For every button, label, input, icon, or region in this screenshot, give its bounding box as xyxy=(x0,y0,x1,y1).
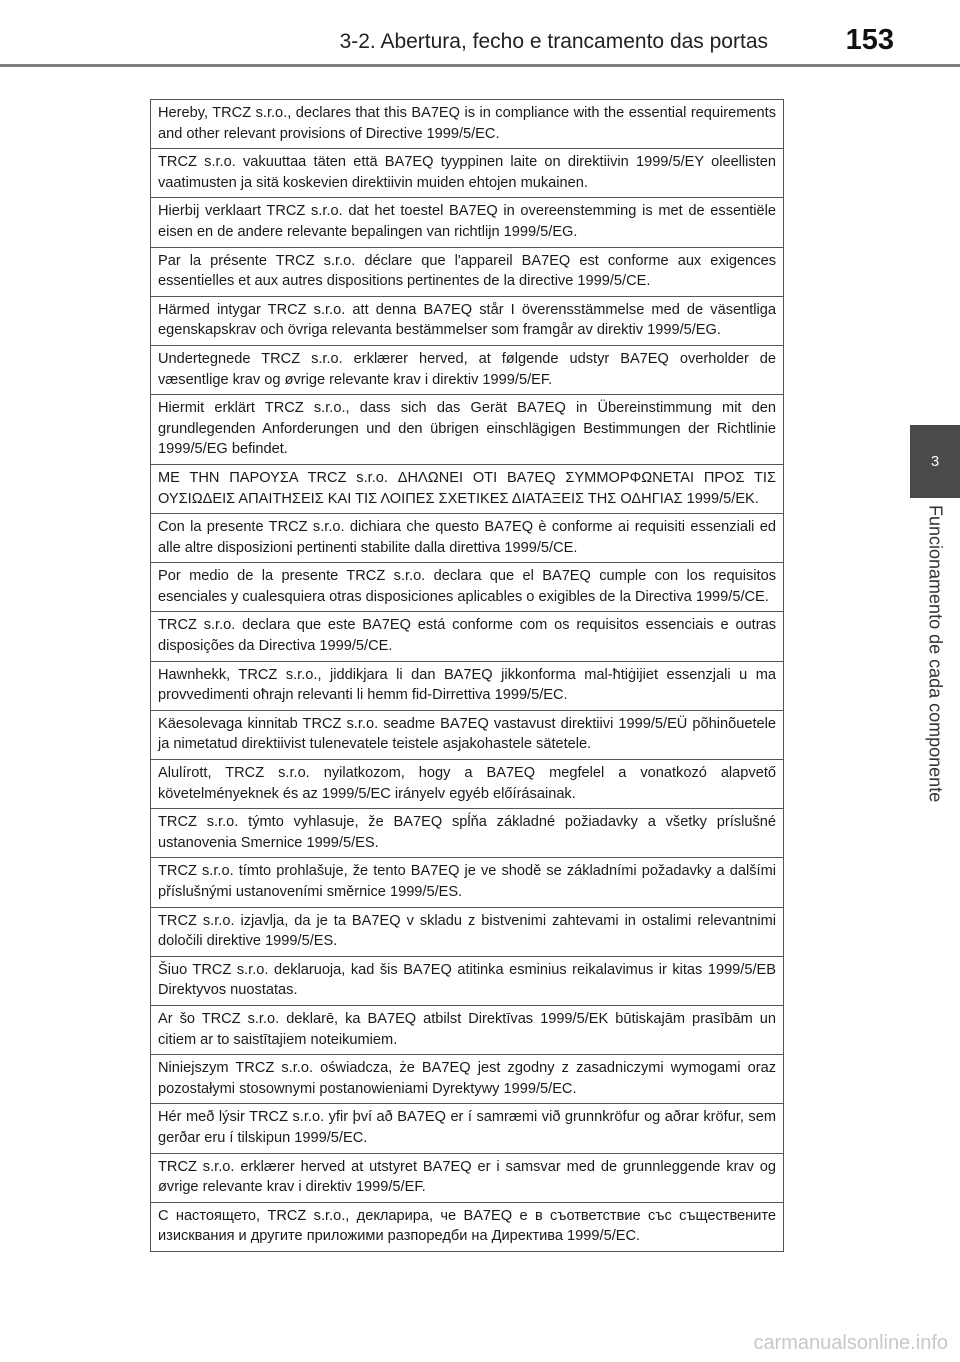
declaration-icelandic: Hér með lýsir TRCZ s.r.o. yfir því að BA7EQ er í samræmi við grunnkröfur og aðrar kröfur, sem gerðar eru í tilskipun 1999/5/EC. xyxy=(151,1104,784,1153)
table-row xyxy=(151,198,784,247)
declaration-italian: Con la presente TRCZ s.r.o. dichiara che questo BA7EQ è conforme ai requisiti essenziali ed alle altre disposizioni pertinenti stabilite dalla direttiva 1999/5/CE. xyxy=(151,514,784,563)
declaration-slovak: TRCZ s.r.o. týmto vyhlasuje, že BA7EQ spĺňa základné požiadavky a všetky príslušné ustanovenia Smernice 1999/5/ES. xyxy=(151,809,784,858)
table-row xyxy=(151,464,784,513)
declaration-french: Par la présente TRCZ s.r.o. déclare que l'appareil BA7EQ est conforme aux exigences essentielles et aux autres dispositions pertinentes de la directive 1999/5/CE. xyxy=(151,247,784,296)
page-number: 153 xyxy=(845,24,894,56)
table-row xyxy=(151,1202,784,1251)
declaration-slovenian: TRCZ s.r.o. izjavlja, da je ta BA7EQ v skladu z bistvenimi zahtevami in ostalimi relevantnimi določili direktive 1999/5/ES. xyxy=(151,907,784,956)
watermark: carmanualsonline.info xyxy=(753,1332,948,1354)
declaration-german: Hiermit erklärt TRCZ s.r.o., dass sich das Gerät BA7EQ in Übereinstimmung mit den grundlegenden Anforderungen und den übrigen einschlägigen Bestimmungen der Richtlinie 1999/5/EG befindet. xyxy=(151,395,784,465)
table-row xyxy=(151,612,784,661)
declaration-czech: TRCZ s.r.o. tímto prohlašuje, že tento BA7EQ je ve shodě se základními požadavky a dalšími příslušnými ustanoveními směrnice 1999/5/ES. xyxy=(151,858,784,907)
section-title: 3-2. Abertura, fecho e trancamento das portas xyxy=(339,30,768,53)
chapter-tab: 3 xyxy=(910,425,960,498)
declaration-dutch: Hierbij verklaart TRCZ s.r.o. dat het toestel BA7EQ in overeenstemming is met de essentiële eisen en de andere relevante bepalingen van richtlijn 1999/5/EG. xyxy=(151,198,784,247)
declaration-norwegian: TRCZ s.r.o. erklærer herved at utstyret BA7EQ er i samsvar med de grunnleggende krav og øvrige relevante krav i direktiv 1999/5/EF. xyxy=(151,1153,784,1202)
table-row xyxy=(151,809,784,858)
declaration-polish: Niniejszym TRCZ s.r.o. oświadcza, że BA7EQ jest zgodny z zasadniczymi wymogami oraz pozostałymi stosownymi postanowieniami Dyrektywy 1999/5/EC. xyxy=(151,1055,784,1104)
declaration-hungarian: Alulírott, TRCZ s.r.o. nyilatkozom, hogy a BA7EQ megfelel a vonatkozó alapvető követelményeknek és az 1999/5/EC irányelv egyéb előírásainak. xyxy=(151,760,784,809)
table-row xyxy=(151,1005,784,1054)
declarations-table xyxy=(150,99,784,1252)
table-row xyxy=(151,956,784,1005)
table-row xyxy=(151,710,784,759)
declaration-swedish: Härmed intygar TRCZ s.r.o. att denna BA7EQ står I överensstämmelse med de väsentliga egenskapskrav och övriga relevanta bestämmelser som framgår av direktiv 1999/5/EG. xyxy=(151,296,784,345)
table-row xyxy=(151,395,784,465)
table-row xyxy=(151,1104,784,1153)
declaration-bulgarian: С настоящето, TRCZ s.r.o., декларира, че BA7EQ е в съответствие със съществените изисквания и другите приложими разпоредби на Директива 1999/5/EC. xyxy=(151,1202,784,1251)
table-row xyxy=(151,247,784,296)
table-row xyxy=(151,514,784,563)
header-rule xyxy=(0,64,960,67)
table-row xyxy=(151,1055,784,1104)
declaration-portuguese: TRCZ s.r.o. declara que este BA7EQ está conforme com os requisitos essenciais e outras disposições da Directiva 1999/5/CE. xyxy=(151,612,784,661)
table-row xyxy=(151,661,784,710)
declaration-estonian: Käesolevaga kinnitab TRCZ s.r.o. seadme BA7EQ vastavust direktiivi 1999/5/EÜ põhinõuetele ja nimetatud direktiivist tulenevatele teistele asjakohastele sätetele. xyxy=(151,710,784,759)
table-row xyxy=(151,100,784,149)
table-row xyxy=(151,345,784,394)
declaration-spanish: Por medio de la presente TRCZ s.r.o. declara que el BA7EQ cumple con los requisitos esenciales y cualesquiera otras disposiciones aplicables o exigibles de la Directiva 1999/5/CE. xyxy=(151,563,784,612)
table-row xyxy=(151,1153,784,1202)
declaration-maltese: Hawnhekk, TRCZ s.r.o., jiddikjara li dan BA7EQ jikkonforma mal-ħtiġijiet essenzjali u ma provvedimenti oħrajn relevanti li hemm fid-Dirrettiva 1999/5/EC. xyxy=(151,661,784,710)
table-row xyxy=(151,149,784,198)
declaration-danish: Undertegnede TRCZ s.r.o. erklærer herved, at følgende udstyr BA7EQ overholder de væsentlige krav og øvrige relevante krav i direktiv 1999/5/EF. xyxy=(151,345,784,394)
declaration-finnish: TRCZ s.r.o. vakuuttaa täten että BA7EQ tyyppinen laite on direktiivin 1999/5/EY oleellisten vaatimusten ja sitä koskevien direktiivin muiden ehtojen mukainen. xyxy=(151,149,784,198)
table-row xyxy=(151,760,784,809)
chapter-title-wrap xyxy=(910,505,960,865)
table-row xyxy=(151,907,784,956)
table-row xyxy=(151,296,784,345)
declaration-greek: ΜΕ ΤΗΝ ΠΑΡΟΥΣΑ TRCZ s.r.o. ΔΗΛΩΝΕΙ ΟΤΙ BA7EQ ΣΥΜΜΟΡΦΩΝΕΤΑΙ ΠΡΟΣ ΤΙΣ ΟΥΣΙΩΔΕΙΣ ΑΠΑΙΤΗΣΕΙΣ ΚΑΙ ΤΙΣ ΛΟΙΠΕΣ ΣΧΕΤΙΚΕΣ ΔΙΑΤΑΞΕΙΣ ΤΗΣ ΟΔΗΓΙΑΣ 1999/5/ΕΚ. xyxy=(151,464,784,513)
declaration-english: Hereby, TRCZ s.r.o., declares that this BA7EQ is in compliance with the essential requirements and other relevant provisions of Directive 1999/5/EC. xyxy=(151,100,784,149)
declaration-latvian: Ar šo TRCZ s.r.o. deklarē, ka BA7EQ atbilst Direktīvas 1999/5/EK būtiskajām prasībām un citiem ar to saistītajiem noteikumiem. xyxy=(151,1005,784,1054)
declaration-lithuanian: Šiuo TRCZ s.r.o. deklaruoja, kad šis BA7EQ atitinka esminius reikalavimus ir kitas 1999/5/EB Direktyvos nuostatas. xyxy=(151,956,784,1005)
table-row xyxy=(151,858,784,907)
chapter-title: Funcionamento de cada componente xyxy=(925,505,946,803)
table-row xyxy=(151,563,784,612)
page-header xyxy=(0,0,960,66)
